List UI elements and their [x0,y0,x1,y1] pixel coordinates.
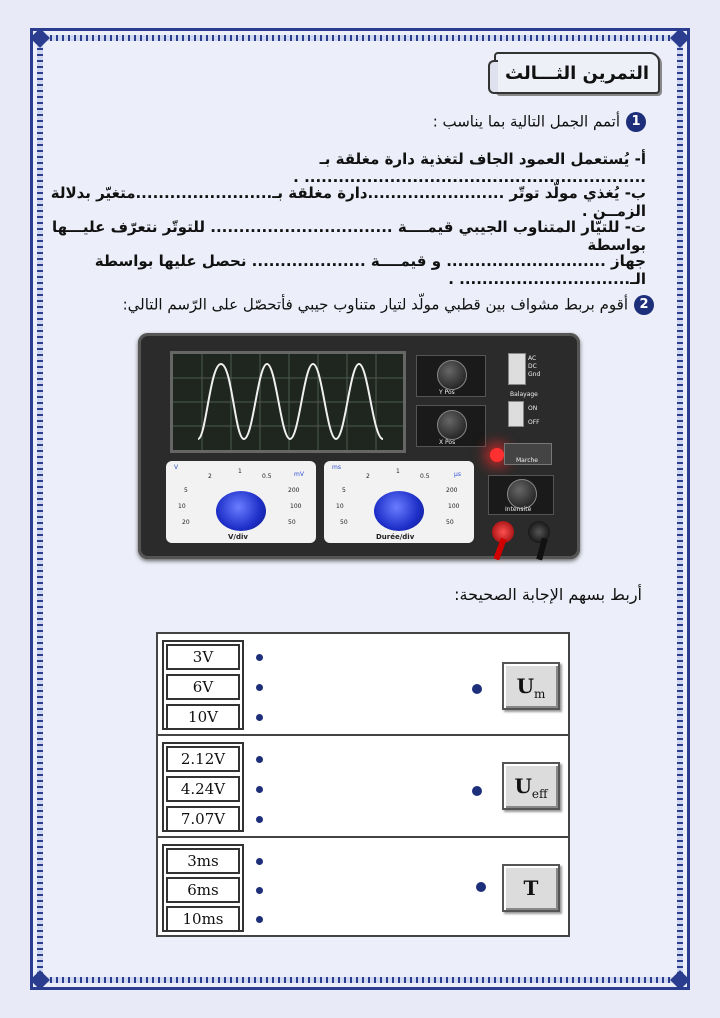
sine-trace [173,354,403,450]
power-led-icon [490,448,504,462]
volt-scale-mark: 50 [288,519,296,526]
time-div-panel [324,461,474,543]
label-ueff-button[interactable] [502,762,560,810]
time-scale-mark: 5 [342,487,346,494]
option-cell[interactable]: 6V [166,674,240,700]
option-cell[interactable]: 3V [166,644,240,670]
y-pos-knob-icon [437,360,467,390]
exercise-title-box [494,52,660,94]
label-sub: m [534,687,546,701]
oscilloscope-screen [170,351,406,453]
mode-gnd: Gnd [528,371,541,378]
x-pos-knob-icon [437,410,467,440]
matching-table [156,632,570,937]
time-scale-mark: 0.5 [420,473,430,480]
volt-div-label: V/div [228,533,248,541]
time-scale-mark: 50 [446,519,454,526]
label-dot[interactable] [476,882,486,892]
volt-scale-mark: 2 [208,473,212,480]
q1-line-d: جهاز ............................ و قيمــــة .................... نحصل عليها بواسطة الـ.............................. . [94,252,646,288]
option-dot[interactable] [256,786,263,793]
mode-dc: DC [528,363,537,370]
option-cell[interactable]: 10V [166,704,240,730]
label-main: T [523,876,539,900]
volt-div-knob-icon [216,491,266,531]
oscilloscope-image [138,333,580,559]
time-div-label: Durée/div [376,533,415,541]
x-pos-label: X Pos [439,439,456,446]
match-group-ueff [158,736,568,838]
top-border-band [44,35,676,41]
option-cell[interactable]: 10ms [166,906,240,932]
time-scale-mark: 1 [396,468,400,475]
volt-unit-left: V [174,464,179,471]
intensity-control [488,475,554,515]
q1-prompt: أتمم الجمل التالية بما يناسب : [432,112,620,131]
q1-prompt-row [433,112,646,132]
volt-scale-mark: 20 [182,519,190,526]
x-pos-control [416,405,486,447]
red-lead-icon [493,538,506,561]
option-cell[interactable]: 3ms [166,848,240,874]
label-main: U [516,674,535,698]
option-cell[interactable]: 7.07V [166,806,240,832]
time-scale-mark: 200 [446,487,458,494]
bottom-border-band [44,977,676,983]
q1-line-c: ت- للتيّار المتناوب الجيبي قيمــــة ................................ للتوتّر نتعرّف عليـــها بواسطة [51,218,646,254]
time-unit-right: µs [454,471,461,478]
q2-number: 2 [634,295,654,315]
volt-scale-mark: 0.5 [262,473,272,480]
time-div-knob-icon [374,491,424,531]
option-dot[interactable] [256,684,263,691]
y-pos-label: Y Pos [439,389,455,396]
option-cell[interactable]: 6ms [166,877,240,903]
volt-scale-mark: 200 [288,487,300,494]
balayage-off: OFF [528,419,540,426]
option-dot[interactable] [256,714,263,721]
label-um-button[interactable] [502,662,560,710]
option-dot[interactable] [256,887,263,894]
q1-line-a: أ- يُستعمل العمود الجاف لتغذية دارة مغلقة بـ ............................................................ . [293,150,646,186]
balayage-label: Balayage [510,391,538,398]
volt-scale-mark: 1 [238,468,242,475]
balayage-on: ON [528,405,538,412]
option-dot[interactable] [256,816,263,823]
intensity-label: Intensité [505,506,532,513]
label-sub: eff [531,787,548,801]
q1-number: 1 [626,112,646,132]
time-scale-mark: 10 [336,503,344,510]
option-dot[interactable] [256,916,263,923]
exercise-title: التمرين الثـــالث [504,62,650,84]
option-cell[interactable]: 2.12V [166,746,240,772]
mode-switch-icon [508,353,526,385]
marche-label: Marche [516,457,538,464]
mode-ac: AC [528,355,537,362]
volt-scale-mark: 10 [178,503,186,510]
q2-prompt: أقوم بربط مشواف بين قطبي مولّد لتيار متناوب جيبي فأتحصّل على الرّسم التالي: [122,295,628,314]
q2-prompt-row [123,295,654,315]
intensity-knob-icon [507,479,537,509]
time-scale-mark: 50 [340,519,348,526]
volt-div-panel [166,461,316,543]
label-dot[interactable] [472,786,482,796]
option-dot[interactable] [256,654,263,661]
time-scale-mark: 100 [448,503,460,510]
volt-scale-mark: 100 [290,503,302,510]
y-pos-control [416,355,486,397]
volt-unit-right: mV [294,471,304,478]
label-t-button[interactable] [502,864,560,912]
time-unit-left: ms [332,464,341,471]
match-group-t [158,838,568,935]
option-dot[interactable] [256,858,263,865]
option-dot[interactable] [256,756,263,763]
volt-scale-mark: 5 [184,487,188,494]
option-cell[interactable]: 4.24V [166,776,240,802]
right-border-band [677,44,683,974]
match-group-um [158,634,568,736]
label-dot[interactable] [472,684,482,694]
label-main: U [514,774,532,798]
matching-instruction: أربط بسهم الإجابة الصحيحة: [454,585,642,604]
q1-line-b: ب- يُغذي مولّد توتّر ........................دارة مغلقة بـ........................متغيّر بدلالة الزمــن . [50,184,646,220]
time-scale-mark: 2 [366,473,370,480]
balayage-switch-icon [508,401,524,427]
